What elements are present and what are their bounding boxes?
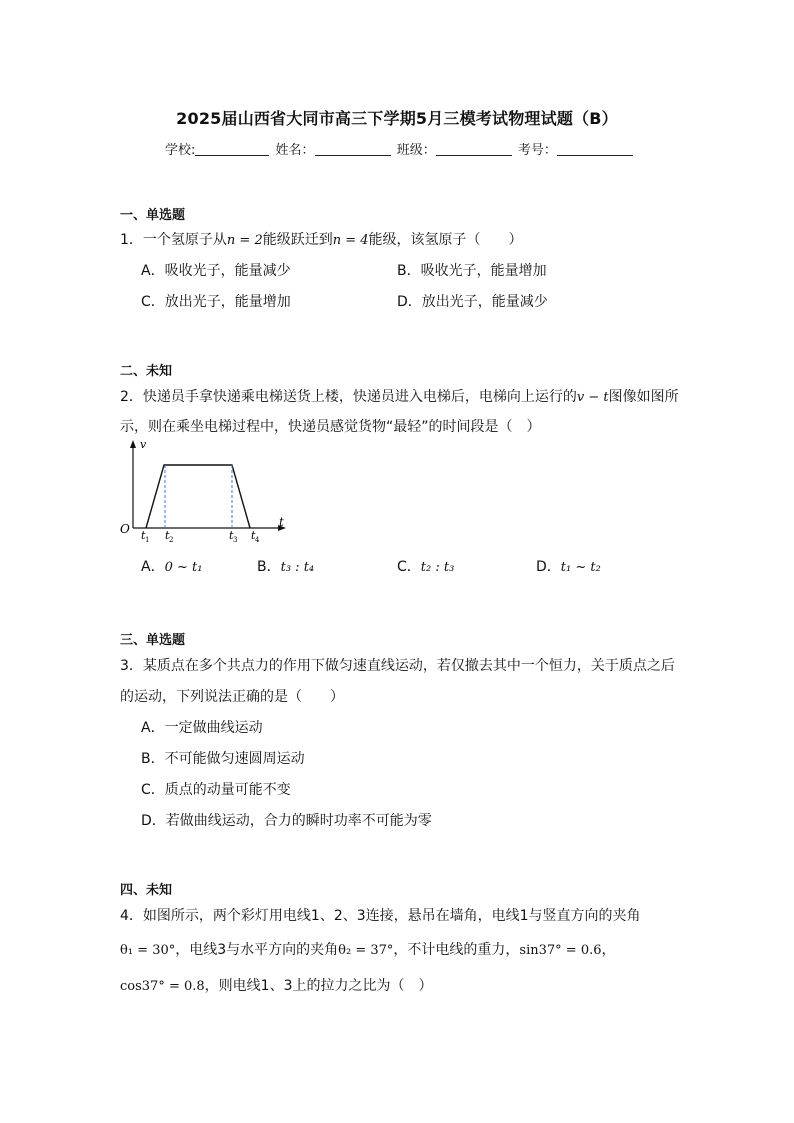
option-label: B． [257, 559, 281, 575]
page-title: 2025届山西省大同市高三下学期5月三模考试物理试题（B） [176, 109, 618, 128]
exam-no-blank[interactable] [557, 143, 633, 156]
question-number: 2． [120, 389, 143, 405]
question-number: 1． [120, 232, 143, 248]
school-blank[interactable] [195, 143, 269, 156]
option-text: t₂ : t₃ [420, 560, 455, 575]
q1-option-d[interactable] [397, 291, 548, 311]
question-1-stem [120, 229, 523, 249]
q4-text-end-a: ，不计电线的重力， [393, 942, 520, 958]
tick-t1-sub: 1 [145, 536, 150, 544]
option-text: 放出光子，能量减少 [421, 294, 548, 310]
option-text: 质点的动量可能不变 [164, 782, 291, 798]
q4-text-end-b: ， [601, 942, 616, 958]
option-text: 若做曲线运动，合力的瞬时功率不可能为零 [165, 813, 432, 829]
question-2-stem-line1 [120, 386, 679, 406]
v-axis-arrow [130, 440, 136, 448]
question-2-stem-line2: 示，则在乘坐电梯过程中，快递员感觉货物“最轻”的时间段是（ ） [120, 419, 541, 435]
class-label: 班级： [396, 143, 436, 158]
q3-text-line1: 某质点在多个共点力的作用下做匀速直线运动，若仅撤去其中一个恒力，关于质点之后 [142, 658, 675, 674]
option-label: C． [141, 294, 165, 310]
q2-option-d[interactable] [536, 556, 601, 576]
tick-t3: t [229, 529, 234, 542]
section-heading-4: 四、未知 [120, 883, 173, 898]
name-blank[interactable] [315, 143, 391, 156]
option-text: 一定做曲线运动 [164, 720, 263, 736]
q2-text-b: 图像如图所 [608, 389, 679, 405]
q1-text-b: 能级跃迁到 [262, 232, 333, 248]
question-4-stem-line2 [120, 939, 616, 959]
axis-label-t: t [279, 515, 284, 529]
q2-option-c[interactable] [397, 556, 454, 576]
option-text: t₁ ~ t₂ [560, 560, 601, 575]
section-heading-3: 三、单选题 [120, 633, 186, 648]
q4-text-line1: 如图所示，两个彩灯用电线1、2、3连接，悬吊在墙角，电线1与竖直方向的夹角 [142, 908, 641, 924]
section-heading-2: 二、未知 [120, 364, 173, 379]
q2-vt-symbol: v − t [576, 390, 609, 405]
origin-label: O [120, 522, 130, 536]
q3-option-c[interactable] [141, 779, 291, 799]
q1-option-c[interactable] [141, 291, 291, 311]
option-label: B． [397, 263, 421, 279]
option-label: C． [141, 782, 165, 798]
q4-cos37: cos37° = 0.8 [120, 979, 205, 994]
name-label: 姓名： [275, 143, 315, 158]
tick-t4: t [251, 529, 256, 542]
q1-text-a: 一个氢原子从 [142, 232, 227, 248]
q4-sin37: sin37° = 0.6 [519, 943, 602, 958]
q1-option-b[interactable] [397, 260, 547, 280]
question-3-stem-line2: 的运动，下列说法正确的是（ ） [120, 689, 344, 705]
tick-t2-sub: 2 [169, 536, 174, 544]
q2-option-a[interactable] [141, 556, 202, 576]
option-label: C． [397, 559, 421, 575]
option-text: 0 ~ t₁ [164, 560, 203, 575]
tick-t4-sub: 4 [255, 536, 260, 544]
axis-label-v: v [140, 438, 147, 451]
option-label: A． [141, 263, 165, 279]
question-3-stem-line1 [120, 655, 675, 675]
option-label: D． [141, 813, 166, 829]
question-4-stem-line3 [120, 975, 432, 995]
q4-text-mid: ，电线3与水平方向的夹角 [175, 942, 339, 958]
q3-option-a[interactable] [141, 717, 263, 737]
question-number: 4． [120, 908, 143, 924]
vt-graph [115, 436, 300, 548]
question-number: 3． [120, 658, 143, 674]
option-text: t₃ : t₄ [280, 560, 315, 575]
option-label: B． [141, 751, 165, 767]
q1-option-a[interactable] [141, 260, 291, 280]
exam-no-label: 考号： [517, 143, 557, 158]
q2-text-a: 快递员手拿快递乘电梯送货上楼，快递员进入电梯后，电梯向上运行的 [142, 389, 577, 405]
option-text: 不可能做匀速圆周运动 [164, 751, 305, 767]
q4-theta2: θ₂ = 37° [338, 943, 394, 958]
option-text: 吸收光子，能量减少 [164, 263, 291, 279]
q3-option-d[interactable] [141, 810, 432, 830]
student-info-row [165, 139, 633, 158]
section-heading-1: 一、单选题 [120, 208, 186, 223]
class-blank[interactable] [436, 143, 512, 156]
q3-option-b[interactable] [141, 748, 305, 768]
q4-theta1: θ₁ = 30° [120, 943, 176, 958]
option-text: 吸收光子，能量增加 [420, 263, 547, 279]
tick-t1: t [141, 529, 146, 542]
option-label: D． [536, 559, 561, 575]
q2-option-b[interactable] [257, 556, 314, 576]
option-label: A． [141, 559, 165, 575]
question-4-stem-line1 [120, 905, 641, 925]
q4-text-line3: ，则电线1、3上的拉力之比为（ ） [204, 978, 433, 994]
option-label: A． [141, 720, 165, 736]
q1-text-c: 能级，该氢原子（ ） [368, 232, 523, 248]
option-label: D． [397, 294, 422, 310]
tick-t2: t [165, 529, 170, 542]
tick-t3-sub: 3 [233, 536, 238, 544]
school-label: 学校: [165, 143, 196, 158]
q1-level-n2: n = 2 [226, 233, 263, 248]
option-text: 放出光子，能量增加 [164, 294, 291, 310]
vt-curve [146, 465, 250, 528]
q1-level-n4: n = 4 [332, 233, 369, 248]
